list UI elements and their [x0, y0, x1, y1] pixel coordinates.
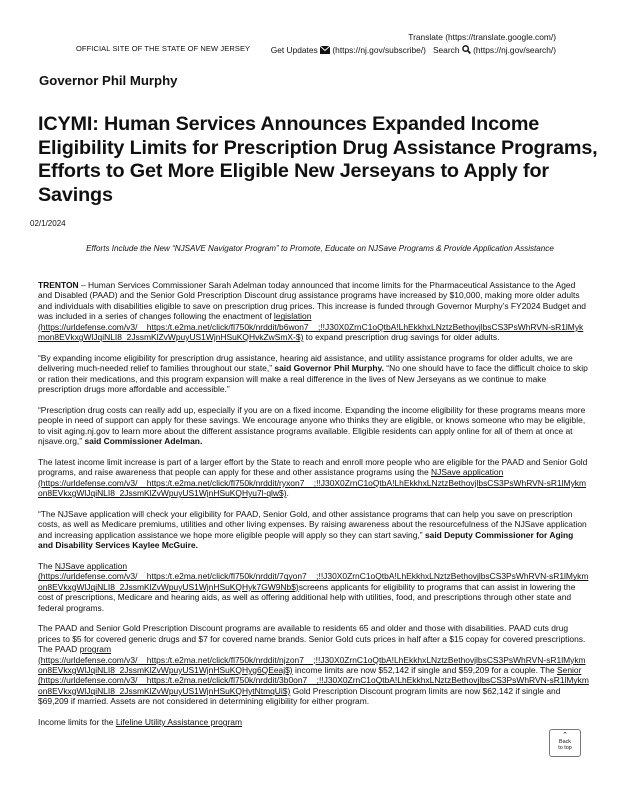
senior-gold-url[interactable]: (https://urldefense.com/v3/__https:/t.e2ma.net/click/fl750k/nrddit/3b0on7__;!!J30X0ZrnC1oQtbA!LhEkkhxLNztzBethovjlbsCS3PsWhRVN-sR1lMykmon8EVkxgWlJqiNLI8_2JssmKlZvWpuyUS1WjnHSuKQHytNtmqUi$)	[38, 675, 589, 696]
paragraph-6	[38, 561, 590, 613]
njsave-application-url[interactable]: (https://urldefense.com/v3/__https:/t.e2ma.net/click/fl750k/nrddit/ryxon7__;!!J30X0ZrnC1oQtbA!LhEkkhxLNztzBethovjlbsCS3PsWhRVN-sR1lMykmon8EVkxgWlJqiNLI8_2JssmKlZvWpuyUS1WjnHSuKQHyu7l-qlw$)	[38, 477, 587, 499]
search-url: (https://nj.gov/search/)	[473, 45, 556, 55]
paragraph-8-text: Income limits for the	[38, 716, 116, 727]
lifeline-utility-link[interactable]: Lifeline Utility Assistance program	[115, 716, 242, 727]
legislation-link[interactable]: legislation	[273, 311, 312, 322]
search-label: Search	[432, 45, 460, 55]
paragraph-7-after: Gold Prescription Discount program limits are now $62,142 if single and $69,209 if married. Assets are not considered in determining eligibility for either program.	[38, 685, 561, 707]
paragraph-1-after: to expand prescription drug savings for older adults.	[303, 332, 500, 343]
paragraph-3	[38, 405, 590, 447]
deputy-commissioner-attribution: said Deputy Commissioner for Aging and Disability Services Kaylee McGuire.	[38, 529, 574, 551]
legislation-url[interactable]: (https://urldefense.com/v3/__https:/t.e2ma.net/click/fl750k/nrddit/b6won7__;!!J30X0ZrnC1oQtbA!LhEkkhxLNztzBethovjlbsCS3PsWhRVN-sR1lMykmon8EVkxgWlJqiNLI8_2JssmKlZvWpuyUS1WjnHSuKQHvkZwSmX-$)	[38, 321, 584, 343]
governor-name: Governor Phil Murphy	[39, 73, 178, 88]
paragraph-5	[38, 509, 590, 551]
paragraph-2	[38, 353, 590, 395]
paad-program-link[interactable]: program	[79, 644, 111, 655]
translate-link[interactable]: Translate (https://translate.google.com/)	[408, 32, 556, 42]
paad-program-url[interactable]: (https://urldefense.com/v3/__https:/t.e2ma.net/click/fl750k/nrddit/njzon7__;!!J30X0ZrnC1oQtbA!LhEkkhxLNztzBethovjlbsCS3PsWhRVN-sR1lMykmon8EVkxgWlJqiNLI8_2JssmKlZvWpuyUS1WjnHSuKQHyg6QEeaj$)	[38, 654, 586, 675]
paragraph-6-after: screens applicants for eligibility to programs that can assist in lowering the cost of prescriptions, Medicare and hearing aids, as well as offering additional help with utilities, food, and prescriptions through other state and federal programs.	[38, 581, 576, 613]
governor-quote: “By expanding income eligibility for prescription drug assistance, hearing aid assistance, and utility assistance programs for older adults, we are delivering much-needed relief to families throughout our state,”	[38, 352, 573, 374]
governor-quote-continued: “No one should have to face the difficult choice to skip or ration their medications, and this program expansion will make a real difference in the lives of New Jerseyans as we continue to make prescription drugs more affordable and accessible.”	[38, 363, 588, 395]
article-body	[38, 280, 590, 738]
governor-attribution: said Governor Phil Murphy.	[272, 363, 384, 374]
envelope-icon	[320, 46, 330, 54]
njsave-application-url-2[interactable]: (https://urldefense.com/v3/__https:/t.e2ma.net/click/fl750k/nrddit/7qyon7__;!!J30X0ZrnC1oQtbA!LhEkkhxLNztzBethovjlbsCS3PsWhRVN-sR1lMykmon8EVkxgWlJqiNLI8_2JssmKlZvWpuyUS1WjnHSuKQHyk7GW9Nb$)	[38, 571, 589, 592]
search-icon	[462, 45, 471, 54]
back-to-top-line2: to top	[558, 745, 572, 751]
paragraph-4	[38, 457, 590, 499]
commissioner-quote: “Prescription drug costs can really add up, especially if you are on a fixed income. Expanding the income eligibility for these programs means more people in need of support can apply for these savings. We encourage anyone who thinks they are eligible, or knows someone who may be eligible, to visit aging.nj.gov to learn more about the different assistance programs available. Eligible residents can apply online for all of them at once at njsave.org,”	[38, 404, 586, 447]
official-site-banner: OFFICIAL SITE OF THE STATE OF NEW JERSEY	[76, 44, 251, 53]
back-to-top-line1: Back	[559, 739, 571, 745]
site-header	[0, 0, 618, 62]
paragraph-7-text: The PAAD and Senior Gold Prescription Discount programs are available to residents 65 and older and those with disabilities. PAAD cuts drug prices to $5 for covered generic drugs and $7 for covered name brands. Senior Gold cuts prices in half after a $15 copay for covered prescriptions. The PAAD	[38, 623, 586, 655]
paragraph-7	[38, 623, 590, 706]
get-updates-link[interactable]	[271, 45, 426, 55]
paragraph-1-text: – Human Services Commissioner Sarah Adelman today announced that income limits for the Pharmaceutical Assistance to the Aged and Disabled (PAAD) and the Senior Gold Prescription Discount drug assistance programs have increased by $10,000, making more older adults and individuals with disabilities eligible to save on prescription drug prices. This increase is funded through Governor Murphy’s FY2024 Budget and was included in a series of changes following the enactment of	[38, 280, 586, 322]
deputy-commissioner-quote: “The NJSave application will check your eligibility for PAAD, Senior Gold, and other assistance programs that can help you save on prescription costs, as well as Medicare premiums, utilities and other living expenses. By raising awareness about the resourcefulness of the NJSave application and increasing application assistance we hope more eligible people will apply so they can start saving,”	[38, 508, 587, 540]
back-to-top-button[interactable]	[549, 729, 581, 757]
paragraph-4-text: The latest income limit increase is part of a larger effort by the State to reach and enroll more people who are eligible for the PAAD and Senior Gold programs, and raise awareness that people can apply for these and other assistance programs using the	[38, 456, 588, 478]
header-utility-links	[271, 31, 556, 57]
njsave-application-link[interactable]: NJSave application	[431, 467, 504, 478]
paragraph-8	[38, 717, 590, 727]
page-title: ICYMI: Human Services Announces Expanded Income Eligibility Limits for Prescription Drug Assistance Programs, Efforts to Get More Eligible New Jerseyans to Apply for Savings	[38, 113, 598, 206]
njsave-application-link-2[interactable]: NJSave application	[54, 560, 128, 571]
chevron-up-icon: ⌃	[562, 732, 568, 739]
commissioner-attribution: said Commissioner Adelman.	[82, 436, 203, 447]
paragraph-1	[38, 280, 590, 342]
paragraph-4-after: .	[286, 488, 289, 499]
paragraph-6-before: The	[38, 560, 55, 571]
article-subtitle: Efforts Include the New “NJSAVE Navigator Program” to Promote, Educate on NJSave Programs & Provide Application Assistance	[86, 244, 554, 253]
search-link[interactable]	[433, 45, 556, 55]
senior-gold-link[interactable]: Senior	[557, 664, 582, 675]
get-updates-label: Get Updates	[270, 45, 318, 55]
paragraph-7-mid: income limits are now $52,142 if single and $59,209 for a couple. The	[292, 664, 558, 675]
dateline: TRENTON	[38, 280, 79, 290]
publish-date: 02/1/2024	[30, 219, 66, 228]
get-updates-url: (https://nj.gov/subscribe/)	[332, 45, 426, 55]
